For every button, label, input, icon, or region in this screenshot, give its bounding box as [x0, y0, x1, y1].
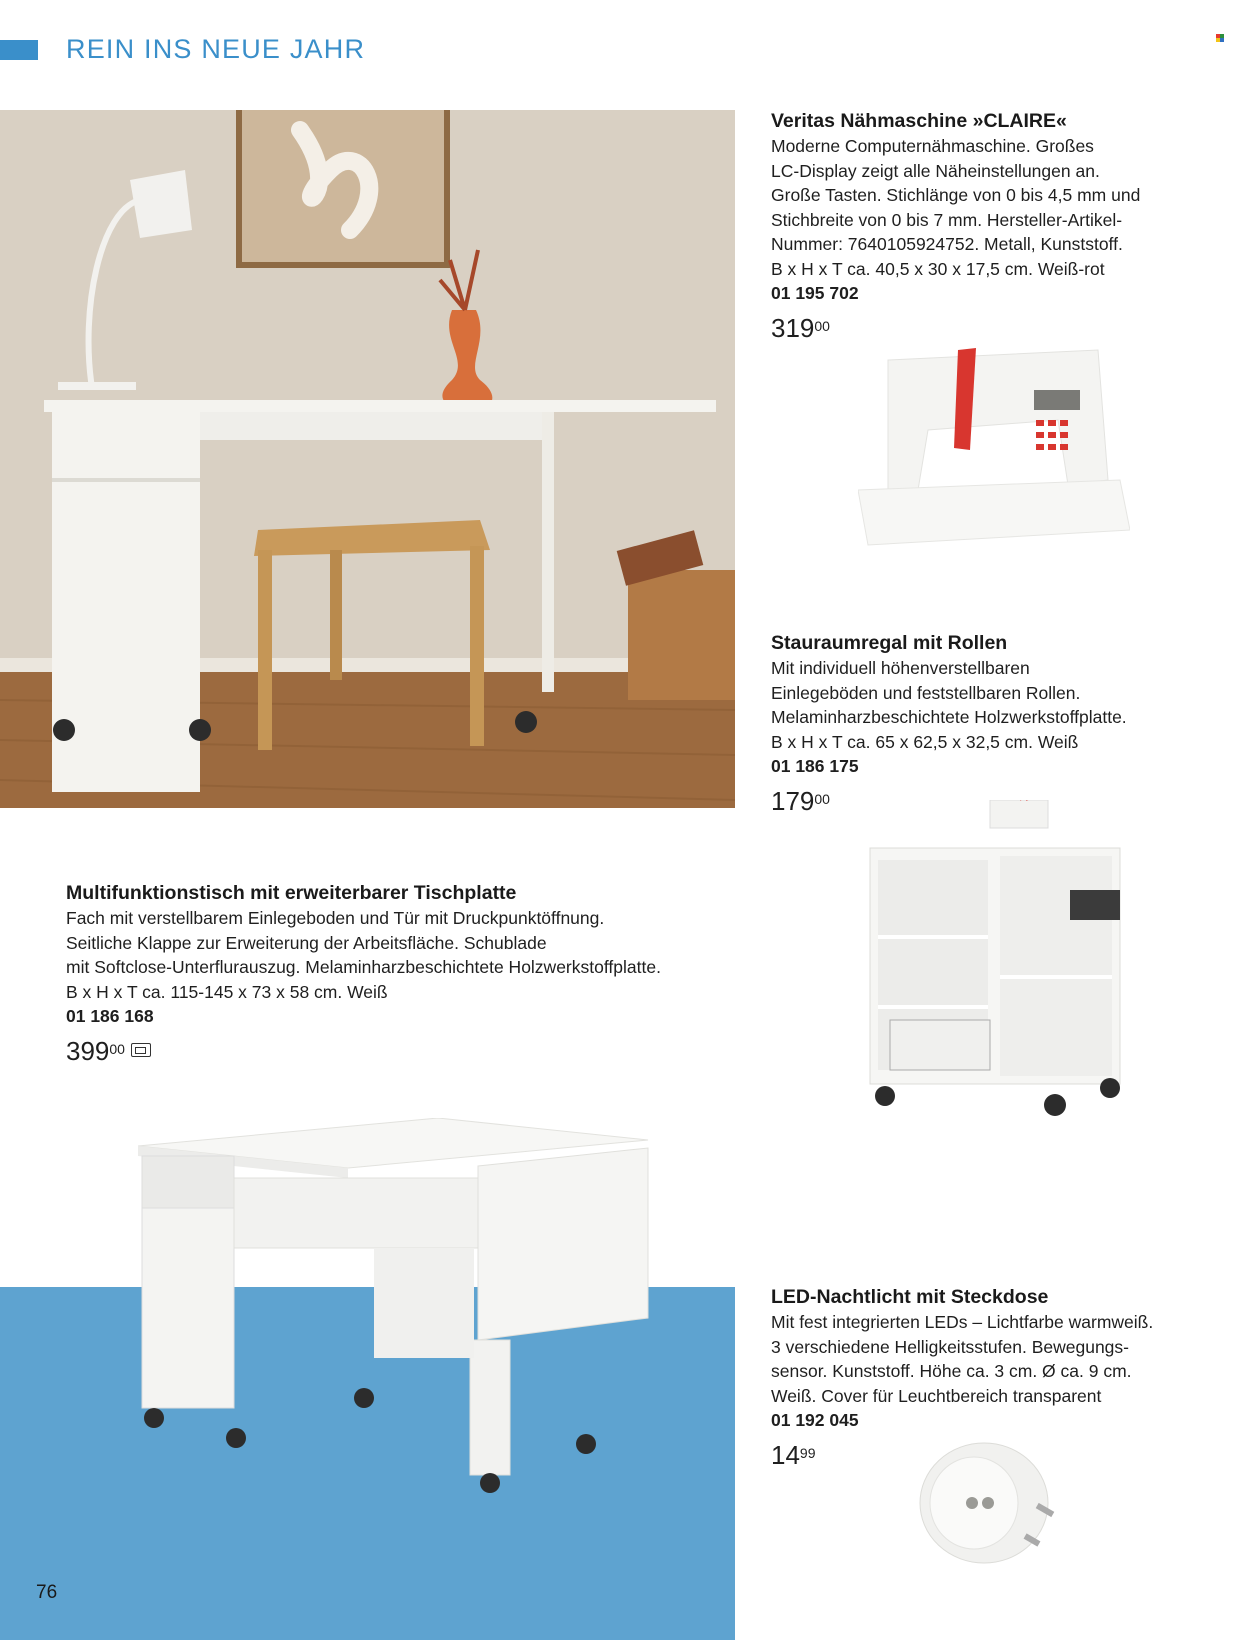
corner-color-mark [1216, 34, 1224, 42]
multifunction-table-image [138, 1118, 658, 1498]
product-description: Mit fest integrierten LEDs – Lichtfarbe warmweiß. 3 verschiedene Helligkeitsstufen. Bewegungs- sensor. Kunststoff. Höhe ca. 3 cm. Ø ca. 9 cm. Weiß. Cover für Leuchtbereich transparent [771, 1312, 1154, 1406]
article-number: 01 192 045 [771, 1410, 859, 1430]
article-number: 01 186 175 [771, 756, 859, 776]
price-main: 179 [771, 785, 815, 816]
product-storage-shelf [771, 630, 1211, 817]
header-accent-bar [0, 40, 38, 60]
led-night-light-image [912, 1437, 1062, 1577]
product-name: Stauraumregal mit Rollen [771, 632, 1008, 654]
price-main: 319 [771, 312, 815, 343]
product-name: Multifunktionstisch mit erweiterbarer Tischplatte [66, 882, 517, 904]
article-number: 01 186 168 [66, 1006, 154, 1026]
room-photo [0, 110, 735, 808]
price-cents: 00 [109, 1040, 125, 1057]
page-title: REIN INS NEUE JAHR [66, 34, 366, 64]
product-name: Veritas Nähmaschine »CLAIRE« [771, 110, 1067, 132]
article-number: 01 195 702 [771, 283, 859, 303]
price-cents: 00 [814, 317, 830, 334]
page-number: 76 [36, 1582, 58, 1603]
price-main: 14 [771, 1439, 800, 1470]
product-name: LED-Nachtlicht mit Steckdose [771, 1286, 1049, 1308]
price-main: 399 [66, 1035, 110, 1066]
product-description: Moderne Computernähmaschine. Großes LC-Display zeigt alle Näheinstellungen an. Große Tasten. Stichlänge von 0 bis 4,5 mm und Stichbreite von 0 bis 7 mm. Hersteller-Artikel- Nummer: 7640105924752. Metall, Kunststoff. B x H x T ca. 40,5 x 30 x 17,5 cm. Weiß-rot [771, 136, 1141, 279]
price [771, 312, 1211, 344]
product-description: Mit individuell höhenverstellbaren Einlegeböden und feststellbaren Rollen. Melaminharzbeschichtete Holzwerkstoffplatte. B x H x T ca. 65 x 62,5 x 32,5 cm. Weiß [771, 658, 1127, 752]
sewing-machine-image [858, 340, 1130, 550]
storage-shelf-image [860, 800, 1130, 1125]
price [66, 1035, 726, 1067]
product-multifunction-table [66, 880, 726, 1067]
delivery-box-icon [131, 1043, 151, 1057]
product-description: Fach mit verstellbarem Einlegeboden und Tür mit Druckpunktöffnung. Seitliche Klappe zur Erweiterung der Arbeitsfläche. Schublade mit Softclose-Unterflurauszug. Melaminharzbeschichtete Holzwerkstoffplatte. B x H x T ca. 115-145 x 73 x 58 cm. Weiß [66, 908, 661, 1002]
price-cents: 99 [799, 1444, 816, 1461]
price-cents: 00 [814, 790, 830, 807]
product-sewing-machine [771, 108, 1211, 344]
room-scene-illustration [0, 110, 735, 808]
